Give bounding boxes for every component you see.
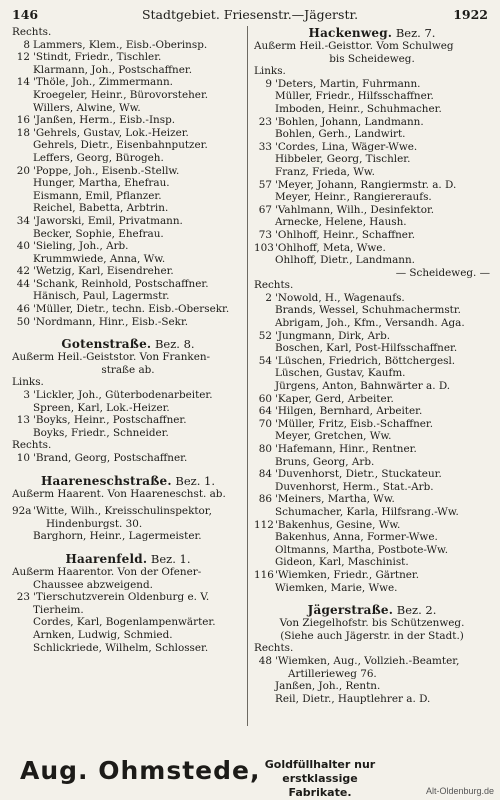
resident-entry: Reil, Dietr., Hauptlehrer a. D. <box>275 692 431 705</box>
resident-entry <box>12 39 244 52</box>
resident-text: 'Gehrels, Gustav, Lok.-Heizer. <box>33 126 189 139</box>
house-number: 33 <box>258 140 272 153</box>
resident-entry: Becker, Sophie, Ehefrau. <box>33 227 164 240</box>
cross-street-marker: — Scheideweg. — <box>395 266 490 279</box>
ad-brand: Aug. Ohmstede, <box>20 756 261 785</box>
resident-entry: Brands, Wessel, Schuhmachermstr. <box>275 304 461 317</box>
resident-entry: Jürgens, Anton, Bahnwärter a. D. <box>275 380 451 393</box>
house-number: 3 <box>23 389 30 402</box>
resident-entry <box>254 418 490 431</box>
page-year: 1922 <box>453 7 488 22</box>
resident-entry: Duvenhorst, Herm., Stat.-Arb. <box>275 480 434 493</box>
resident-entry: Schumacher, Karla, Hilfsrang.-Ww. <box>275 505 459 518</box>
house-number: 18 <box>16 126 30 139</box>
spacer <box>12 543 244 552</box>
resident-entry <box>254 355 490 368</box>
street-description: Außerm Heil.-Geiststor. Von Franken- <box>12 351 211 364</box>
resident-text: 'Müller, Fritz, Eisb.-Schaffner. <box>275 417 434 430</box>
page-header <box>12 6 488 24</box>
resident-text: 'Lickler, Joh., Güterbodenarbeiter. <box>33 389 213 402</box>
resident-text: 'Nowold, H., Wagenaufs. <box>275 291 405 304</box>
resident-entry <box>254 569 490 582</box>
resident-entry <box>12 265 244 278</box>
house-number: 13 <box>16 414 30 427</box>
street-description: Außerm Haarentor. Von der Ofener- <box>12 565 202 578</box>
resident-text: 'Bohlen, Johann, Landmann. <box>275 115 424 128</box>
street-heading <box>12 337 244 351</box>
resident-text: 'Ohlhoff, Heinr., Schaffner. <box>275 228 416 241</box>
resident-entry: Hänisch, Paul, Lagermstr. <box>33 290 170 303</box>
resident-text: 'Cordes, Lina, Wäger-Wwe. <box>275 140 418 153</box>
resident-entry <box>12 452 244 465</box>
resident-entry <box>12 76 244 89</box>
resident-entry <box>254 179 490 192</box>
resident-entry <box>12 240 244 253</box>
street-heading <box>12 474 244 488</box>
resident-text: 'Meiners, Martha, Ww. <box>275 493 395 506</box>
resident-entry: Tierheim. <box>33 603 84 616</box>
resident-entry: Arnken, Ludwig, Schmied. <box>33 628 173 641</box>
house-number: 57 <box>258 178 272 191</box>
resident-text: 'Thöle, Joh., Zimmermann. <box>33 76 173 89</box>
house-number: 12 <box>16 51 30 64</box>
resident-entry: Ohlhoff, Dietr., Landmann. <box>275 254 415 267</box>
house-number: 44 <box>16 277 30 290</box>
resident-text: 'Ohlhoff, Meta, Wwe. <box>275 241 386 254</box>
resident-entry <box>12 114 244 127</box>
section-label: Links. <box>254 65 286 78</box>
resident-entry: Meyer, Heinr., Rangiereraufs. <box>275 191 432 204</box>
resident-text: 'Brand, Georg, Postschaffner. <box>33 452 188 464</box>
resident-entry: Schlickriede, Wilhelm, Schlosser. <box>33 641 209 654</box>
house-number: 8 <box>23 38 30 51</box>
resident-entry <box>12 165 244 178</box>
resident-text: 'Poppe, Joh., Eisenb.-Stellw. <box>33 164 180 177</box>
house-number: 50 <box>16 315 30 328</box>
street-name: Jägerstraße. <box>307 603 394 618</box>
resident-text: 'Müller, Dietr., techn. Eisb.-Obersekr. <box>33 303 230 316</box>
resident-text: 'Sieling, Joh., Arb. <box>33 240 129 253</box>
district-label: Bez. 8. <box>154 337 195 352</box>
district-label: Bez. 2. <box>396 603 437 618</box>
resident-entry: Imboden, Heinr., Schuhmacher. <box>275 102 442 115</box>
resident-entry: Abrigam, Joh., Kfm., Versandh. Aga. <box>275 317 465 330</box>
spacer <box>12 465 244 474</box>
house-number: 40 <box>16 240 30 253</box>
page-title: Stadtgebiet. Friesenstr.—Jägerstr. <box>141 7 359 22</box>
resident-entry <box>254 655 490 668</box>
street-heading <box>12 552 244 566</box>
house-number: 46 <box>16 303 30 316</box>
spacer <box>12 328 244 337</box>
resident-entry <box>12 127 244 140</box>
street-heading <box>254 26 490 40</box>
resident-entry <box>254 330 490 343</box>
house-number: 60 <box>258 392 272 405</box>
street-description: Außerm Heil.-Geisttor. Vom Schulweg <box>254 40 454 52</box>
resident-entry <box>254 78 490 91</box>
resident-text: 'Tierschutzverein Oldenburg e. V. <box>33 591 210 604</box>
resident-entry: Chaussee abzweigend. <box>33 578 153 591</box>
resident-entry <box>254 393 490 406</box>
resident-text: 'Hilgen, Bernhard, Arbeiter. <box>275 405 423 418</box>
entry-continuation: Artillerieweg 76. <box>288 667 377 680</box>
resident-entry: Gideon, Karl, Maschinist. <box>275 556 409 569</box>
house-number: 112 <box>254 518 274 531</box>
house-number: 10 <box>16 452 30 464</box>
resident-entry: Meyer, Gretchen, Ww. <box>275 430 392 443</box>
resident-entry: Leffers, Georg, Bürogeh. <box>33 151 164 164</box>
resident-entry: Willers, Alwine, Ww. <box>33 101 141 114</box>
resident-text: 'Hafemann, Hinr., Rentner. <box>275 443 417 455</box>
resident-text: 'Vahlmann, Wilh., Desinfektor. <box>275 203 435 216</box>
resident-entry <box>254 519 490 532</box>
resident-text: 'Duvenhorst, Dietr., Stuckateur. <box>275 468 442 481</box>
section-label: Links. <box>12 376 44 389</box>
resident-entry: Janßen, Joh., Rentn. <box>275 680 381 693</box>
house-number: 34 <box>16 214 30 227</box>
resident-entry <box>254 242 490 255</box>
resident-entry <box>254 405 490 418</box>
resident-entry: Gehrels, Dietr., Eisenbahnputzer. <box>33 139 208 152</box>
resident-entry <box>12 316 244 329</box>
street-description: straße ab. <box>101 363 155 376</box>
house-number: 80 <box>258 443 272 455</box>
resident-text: 'Jungmann, Dirk, Arb. <box>275 329 391 342</box>
section-label: Rechts. <box>254 279 294 292</box>
spacer <box>254 594 490 603</box>
resident-text: 'Janßen, Herm., Eisb.-Insp. <box>33 114 176 127</box>
resident-text: 'Stindt, Friedr., Tischler. <box>33 51 162 64</box>
section-label: Rechts. <box>254 642 294 655</box>
street-name: Gotenstraße. <box>61 337 152 352</box>
resident-entry <box>12 303 244 316</box>
resident-text: 'Witte, Wilh., Kreisschulinspektor, <box>33 505 212 518</box>
resident-entry <box>12 278 244 291</box>
right-column <box>254 26 490 705</box>
resident-entry <box>254 204 490 217</box>
district-label: Bez. 7. <box>395 26 436 40</box>
resident-entry <box>254 468 490 481</box>
resident-text: 'Wiemken, Aug., Vollzieh.-Beamter, <box>275 654 460 667</box>
resident-entry: Franz, Frieda, Ww. <box>275 165 375 178</box>
resident-text: 'Nordmann, Hinr., Eisb.-Sekr. <box>33 315 189 328</box>
page-number: 146 <box>12 7 39 22</box>
house-number: 20 <box>16 164 30 177</box>
house-number: 52 <box>258 329 272 342</box>
street-description: bis Scheideweg. <box>329 52 415 65</box>
resident-entry: Boyks, Friedr., Schneider. <box>33 426 169 439</box>
resident-entry: Hunger, Martha, Ehefrau. <box>33 177 170 190</box>
resident-entry: Müller, Friedr., Hilfsschaffner. <box>275 90 434 103</box>
resident-entry <box>254 443 490 456</box>
resident-entry <box>12 51 244 64</box>
resident-entry <box>254 116 490 129</box>
resident-entry: Krummwiede, Anna, Ww. <box>33 252 166 265</box>
section-label: Rechts. <box>12 439 52 452</box>
resident-text: 'Jaworski, Emil, Privatmann. <box>33 214 183 227</box>
resident-entry <box>12 215 244 228</box>
house-number: 54 <box>258 354 272 367</box>
resident-entry: Reichel, Babetta, Arbtrin. <box>33 202 169 215</box>
resident-text: 'Wetzig, Karl, Eisendreher. <box>33 265 174 278</box>
district-label: Bez. 1. <box>150 551 191 566</box>
house-number: 48 <box>258 654 272 667</box>
house-number: 67 <box>258 203 272 216</box>
resident-entry <box>254 493 490 506</box>
house-number: 23 <box>16 591 30 604</box>
resident-text: 'Boyks, Heinr., Postschaffner. <box>33 414 187 427</box>
ad-tagline <box>230 758 410 800</box>
house-number: 84 <box>258 468 272 481</box>
resident-entry <box>12 505 244 518</box>
resident-text: 'Kaper, Gerd, Arbeiter. <box>275 392 394 405</box>
house-number: 9 <box>265 77 272 90</box>
house-number: 16 <box>16 114 30 127</box>
resident-entry: Hibbeler, Georg, Tischler. <box>275 153 411 166</box>
resident-text: 'Lüschen, Friedrich, Böttchergesl. <box>275 354 456 367</box>
resident-entry: Bruns, Georg, Arb. <box>275 455 375 468</box>
watermark: Alt-Oldenburg.de <box>425 786 494 796</box>
resident-entry: Oltmanns, Martha, Postbote-Ww. <box>275 543 449 556</box>
resident-entry: Boschen, Karl, Post-Hilfsschaffner. <box>275 342 458 355</box>
ad-tagline-line1: Goldfüllhalter nur erstklassige <box>264 758 376 785</box>
column-divider <box>247 26 248 726</box>
resident-entry <box>254 292 490 305</box>
district-label: Bez. 1. <box>175 473 215 488</box>
resident-entry: Klarmann, Joh., Postschaffner. <box>33 63 193 76</box>
house-number: 86 <box>258 493 272 506</box>
house-number: 23 <box>258 115 272 128</box>
resident-text: 'Wiemken, Friedr., Gärtner. <box>275 568 420 581</box>
resident-text: 'Schank, Reinhold, Postschaffner. <box>33 277 209 290</box>
street-description: Von Ziegelhofstr. bis Schützenweg. <box>279 617 465 630</box>
resident-entry: Eismann, Emil, Pflanzer. <box>33 189 162 202</box>
resident-entry <box>12 591 244 604</box>
house-number: 14 <box>16 76 30 89</box>
resident-entry: Barghorn, Heinr., Lagermeister. <box>33 530 202 543</box>
resident-entry: Wiemken, Marie, Wwe. <box>275 581 398 594</box>
resident-entry: Bakenhus, Anna, Former-Wwe. <box>275 531 438 544</box>
house-number: 2 <box>265 291 272 304</box>
street-name: Haareneschstraße. <box>41 473 172 488</box>
resident-entry: Spreen, Karl, Lok.-Heizer. <box>33 401 170 414</box>
resident-entry: Lüschen, Gustav, Kaufm. <box>275 367 406 380</box>
house-number: 73 <box>258 228 272 241</box>
house-number: 70 <box>258 417 272 430</box>
house-number: 92a <box>12 505 32 518</box>
house-number: 64 <box>258 405 272 418</box>
street-description: Außerm Haarent. Von Haareneschst. ab. <box>12 487 226 500</box>
resident-entry: Bohlen, Gerh., Landwirt. <box>275 128 406 141</box>
resident-entry <box>254 141 490 154</box>
resident-entry: Arnecke, Helene, Haush. <box>275 216 407 229</box>
street-description: (Siehe auch Jägerstr. in der Stadt.) <box>280 629 464 642</box>
resident-entry: Kroegeler, Heinr., Bürovorsteher. <box>33 88 209 101</box>
street-name: Haarenfeld. <box>65 551 148 566</box>
resident-entry <box>12 389 244 402</box>
ad-tagline-line2: Fabrikate. <box>288 786 352 799</box>
street-heading <box>254 603 490 617</box>
resident-text: 'Deters, Martin, Fuhrmann. <box>275 77 421 90</box>
street-name: Hackenweg. <box>308 26 393 40</box>
entry-continuation: Hindenburgst. 30. <box>46 517 143 530</box>
house-number: 103 <box>254 241 274 254</box>
resident-text: 'Bakenhus, Gesine, Ww. <box>275 518 401 531</box>
resident-entry <box>254 229 490 242</box>
house-number: 42 <box>16 265 30 278</box>
left-column <box>12 26 244 654</box>
resident-entry <box>12 414 244 427</box>
resident-entry: Cordes, Karl, Bogenlampenwärter. <box>33 616 216 629</box>
resident-text: Lammers, Klem., Eisb.-Oberinsp. <box>33 38 208 51</box>
section-label: Rechts. <box>12 26 52 38</box>
house-number: 116 <box>254 568 274 581</box>
resident-text: 'Meyer, Johann, Rangiermstr. a. D. <box>275 178 457 191</box>
